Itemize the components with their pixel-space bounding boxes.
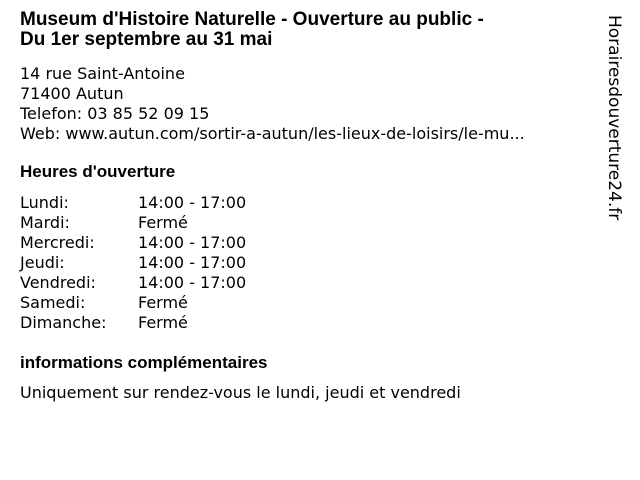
- day-label: Samedi:: [20, 293, 86, 312]
- hours-row-monday: [20, 193, 610, 213]
- hours-row-saturday: [20, 293, 610, 313]
- hours-row-wednesday: [20, 233, 610, 253]
- hours-value: Fermé: [138, 313, 188, 332]
- day-label: Vendredi:: [20, 273, 96, 292]
- page-title: Museum d'Histoire Naturelle - Ouverture au public - Du 1er septembre au 31 mai: [20, 9, 484, 50]
- hours-row-friday: [20, 273, 610, 293]
- day-label: Mercredi:: [20, 233, 95, 252]
- site-watermark: Horairesdouverture24.fr: [604, 15, 624, 221]
- hours-value: Fermé: [138, 213, 188, 232]
- opening-hours-heading: Heures d'ouverture: [20, 162, 176, 181]
- city-postal-code: 71400 Autun: [20, 84, 124, 103]
- additional-info-text: Uniquement sur rendez-vous le lundi, jeudi et vendredi: [20, 383, 461, 402]
- hours-value: Fermé: [138, 293, 188, 312]
- opening-hours-table: [20, 193, 610, 333]
- hours-row-sunday: [20, 313, 610, 333]
- day-label: Jeudi:: [20, 253, 65, 272]
- hours-value: 14:00 - 17:00: [138, 273, 247, 292]
- additional-info-heading: informations complémentaires: [20, 353, 268, 372]
- hours-value: 14:00 - 17:00: [138, 233, 247, 252]
- listing-content: [20, 10, 610, 403]
- address-block: [20, 64, 610, 144]
- hours-row-tuesday: [20, 213, 610, 233]
- phone-number: Telefon: 03 85 52 09 15: [20, 104, 210, 123]
- street-address: 14 rue Saint-Antoine: [20, 64, 185, 83]
- website-link[interactable]: Web: www.autun.com/sortir-a-autun/les-lieux-de-loisirs/le-mu...: [20, 124, 525, 143]
- hours-value: 14:00 - 17:00: [138, 253, 247, 272]
- day-label: Dimanche:: [20, 313, 107, 332]
- hours-row-thursday: [20, 253, 610, 273]
- day-label: Mardi:: [20, 213, 70, 232]
- day-label: Lundi:: [20, 193, 69, 212]
- hours-value: 14:00 - 17:00: [138, 193, 247, 212]
